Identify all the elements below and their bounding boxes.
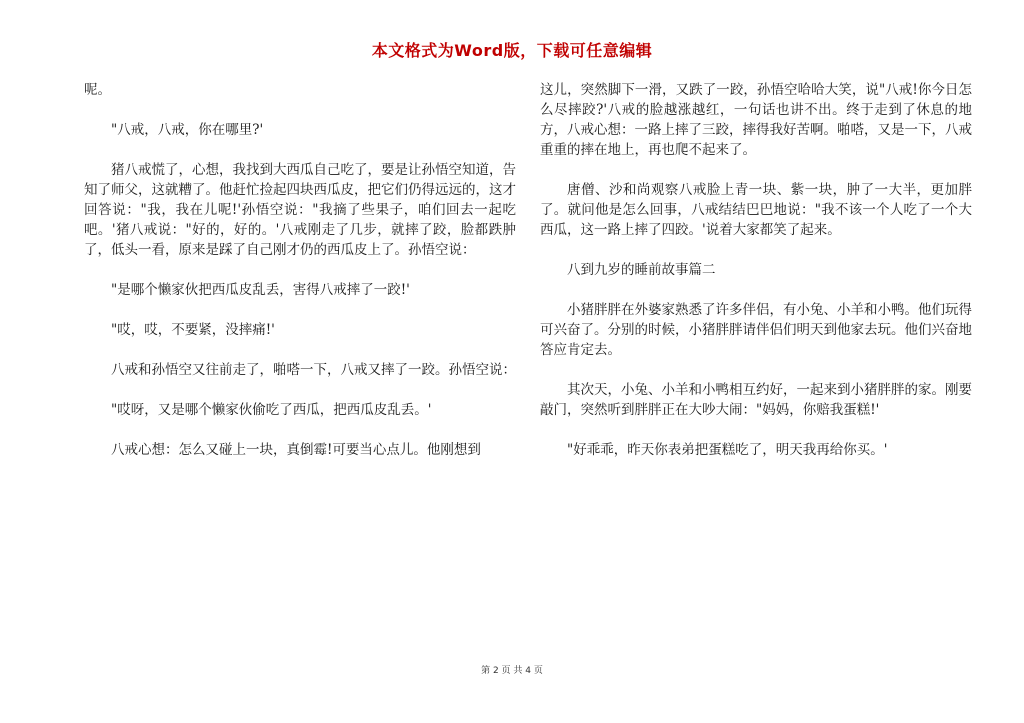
paragraph: "是哪个懒家伙把西瓜皮乱丢，害得八戒摔了一跤!' [111, 282, 410, 298]
paragraph: 其次天，小兔、小羊和小鸭相互约好，一起来到小猪胖胖的家。刚要敲门，突然听到胖胖正在大吵大闹："妈妈，你赔我蛋糕!' [540, 382, 972, 418]
paragraph: "哎呀，又是哪个懒家伙偷吃了西瓜，把西瓜皮乱丢。' [111, 402, 432, 418]
paragraph: 猪八戒慌了，心想，我找到大西瓜自己吃了，要是让孙悟空知道，告知了师父，这就糟了。他赶忙捡起四块西瓜皮，把它们仍得远远的，这才回答说："我，我在儿呢!'孙悟空说："我摘了些果子，咱们回去一起吃吧。'猪八戒说："好的，好的。'八戒刚走了几步，就摔了跤，脸都跌肿了，低头一看，原来是踩了自己刚才仍的西瓜皮上了。孙悟空说： [84, 162, 516, 258]
right-text-column [540, 80, 972, 480]
document-header-title: 本文格式为Word版，下载可任意编辑 [371, 41, 653, 60]
paragraph: 八戒和孙悟空又往前走了，啪嗒一下，八戒又摔了一跤。孙悟空说： [111, 362, 516, 378]
paragraph: 八到九岁的睡前故事篇二 [567, 262, 716, 278]
paragraph: "八戒，八戒，你在哪里?' [111, 122, 264, 138]
paragraph: 呢。 [84, 82, 111, 98]
paragraph: 小猪胖胖在外婆家熟悉了许多伴侣，有小兔、小羊和小鸭。他们玩得可兴奋了。分别的时候，小猪胖胖请伴侣们明天到他家去玩。他们兴奋地答应肯定去。 [540, 302, 972, 358]
paragraph: "好乖乖，昨天你表弟把蛋糕吃了，明天我再给你买。' [567, 442, 888, 458]
paragraph: 这儿，突然脚下一滑，又跌了一跤，孙悟空哈哈大笑，说"八戒!你今日怎么尽摔跤?'八戒的脸越涨越红，一句话也讲不出。终于走到了休息的地方，八戒心想：一路上摔了三跤，摔得我好苦啊。啪嗒，又是一下，八戒重重的摔在地上，再也爬不起来了。 [540, 82, 972, 158]
left-text-column [84, 80, 516, 480]
page-number-footer: 第 2 页 共 4 页 [481, 666, 543, 676]
paragraph: 唐僧、沙和尚观察八戒脸上青一块、紫一块，肿了一大半，更加胖了。就问他是怎么回事，八戒结结巴巴地说："我不该一个人吃了一个大西瓜，这一路上摔了四跤。'说着大家都笑了起来。 [540, 182, 972, 238]
paragraph: "哎，哎，不要紧，没摔痛!' [111, 322, 275, 338]
paragraph: 八戒心想：怎么又碰上一块，真倒霉!可要当心点儿。他刚想到 [111, 442, 481, 458]
